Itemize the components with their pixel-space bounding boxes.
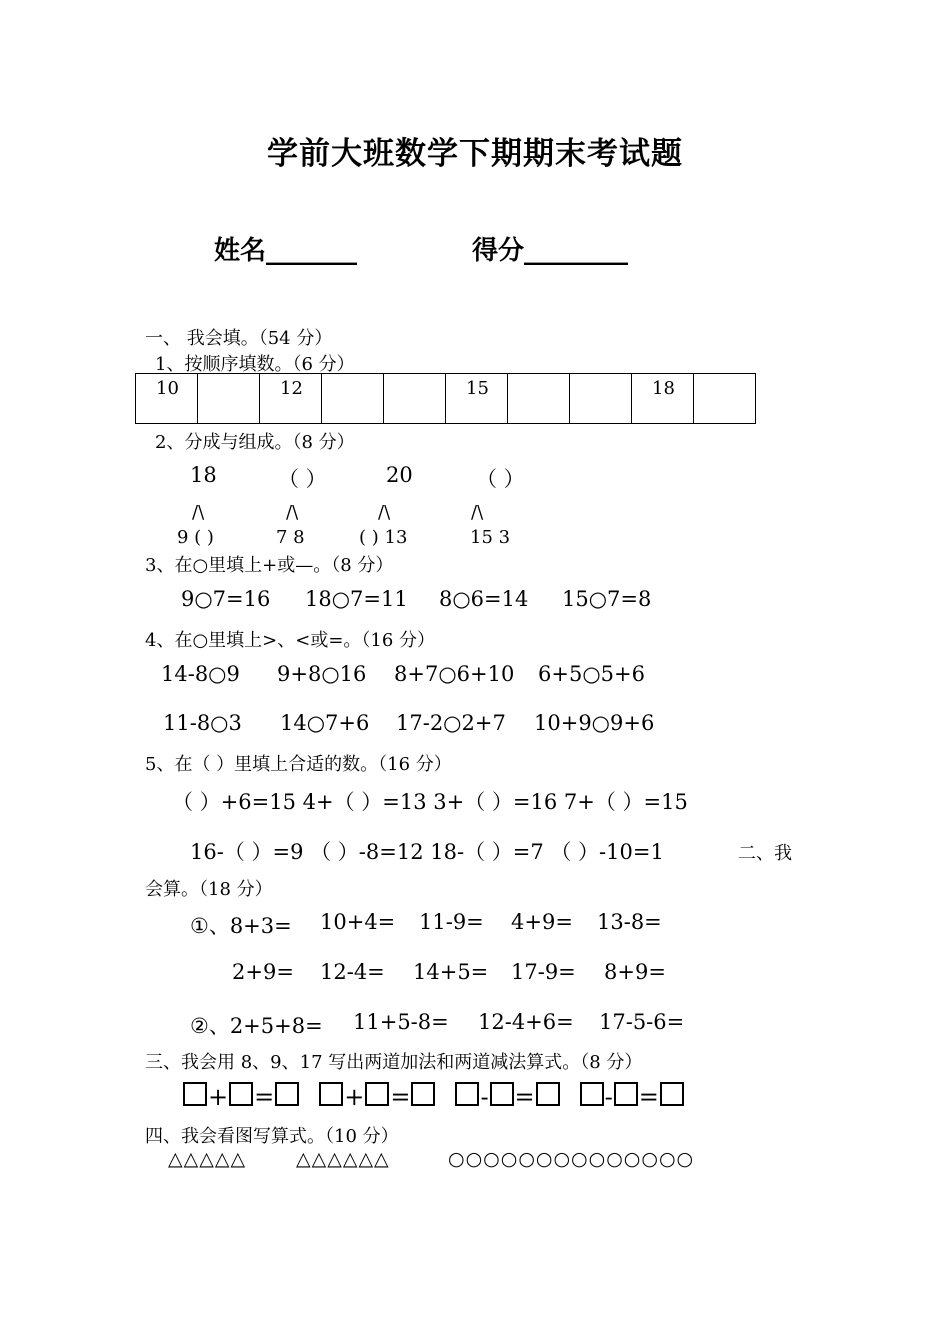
calc-item[interactable]: 2+9=: [232, 960, 294, 984]
decompose-top: 20: [386, 463, 413, 487]
calc-item[interactable]: 10+4=: [320, 910, 396, 934]
q3-heading: 3、在○里填上+或—。（8 分）: [145, 555, 394, 576]
branch-mark: /\: [471, 502, 484, 523]
branch-mark: /\: [192, 502, 205, 523]
answer-box[interactable]: [660, 1082, 684, 1106]
equation-boxes: [183, 1082, 684, 1111]
q4-item[interactable]: 11-8○3: [163, 711, 242, 735]
decompose-top[interactable]: （ ）: [278, 467, 327, 491]
sequence-cell[interactable]: 18: [632, 374, 694, 424]
q1-heading: 1、按顺序填数。（6 分）: [155, 354, 355, 375]
q4-item[interactable]: 14-8○9: [161, 662, 240, 686]
part1-heading: 一、 我会填。（54 分）: [145, 328, 333, 349]
calc-item[interactable]: 17-9=: [511, 960, 576, 984]
q3-item[interactable]: 18○7=11: [305, 587, 408, 611]
calc-item[interactable]: 17-5-6=: [599, 1010, 685, 1034]
answer-box[interactable]: [580, 1082, 604, 1106]
answer-box[interactable]: [536, 1082, 560, 1106]
q5-heading: 5、在（ ）里填上合适的数。（16 分）: [145, 754, 452, 775]
answer-box[interactable]: [490, 1082, 514, 1106]
sequence-cell[interactable]: [198, 374, 260, 424]
calc-item[interactable]: ①、8+3=: [190, 914, 292, 938]
q4-item[interactable]: 9+8○16: [277, 662, 367, 686]
branch-mark: /\: [378, 502, 391, 523]
q4-heading: 4、在○里填上>、<或=。（16 分）: [145, 630, 436, 651]
calc-item[interactable]: 4+9=: [511, 910, 573, 934]
minus-sign: -: [604, 1083, 613, 1111]
exam-title: 学前大班数学下期期末考试题: [267, 136, 683, 172]
answer-box[interactable]: [275, 1082, 299, 1106]
part3-heading: 三、我会用 8、9、17 写出两道加法和两道减法算式。（8 分）: [145, 1052, 643, 1073]
decompose-top[interactable]: （ ）: [476, 467, 525, 491]
decompose-bottom: 7 8: [276, 527, 305, 548]
equals-sign: =: [638, 1083, 659, 1111]
calc-item[interactable]: 12-4+6=: [478, 1010, 574, 1034]
calc-item[interactable]: 11+5-8=: [353, 1010, 449, 1034]
q4-item[interactable]: 17-2○2+7: [396, 711, 506, 735]
equals-sign: =: [390, 1083, 411, 1111]
q4-item[interactable]: 6+5○5+6: [538, 662, 645, 686]
answer-box[interactable]: [455, 1082, 479, 1106]
calc-item[interactable]: 11-9=: [419, 910, 484, 934]
name-field[interactable]: 姓名_______: [214, 236, 358, 266]
plus-sign: +: [344, 1083, 365, 1111]
q3-item[interactable]: 8○6=14: [439, 587, 529, 611]
q5-row[interactable]: （ ）+6=15 4+（ ）=13 3+（ ）=16 7+（ ）=15: [172, 790, 688, 814]
minus-sign: -: [480, 1083, 489, 1111]
branch-mark: /\: [286, 502, 299, 523]
triangle-group: △△△△△: [168, 1148, 247, 1170]
sequence-cell[interactable]: 15: [446, 374, 508, 424]
answer-box[interactable]: [183, 1082, 207, 1106]
part2-heading: 二、我: [738, 843, 792, 864]
q4-item[interactable]: 8+7○6+10: [394, 662, 515, 686]
sequence-cell[interactable]: [570, 374, 632, 424]
q5-row[interactable]: 16-（ ）=9 （ ）-8=12 18-（ ）=7 （ ）-10=1: [190, 840, 664, 864]
score-field[interactable]: 得分________: [472, 236, 629, 266]
circle-group: ○○○○○○○○○○○○○○: [448, 1148, 695, 1170]
answer-box[interactable]: [365, 1082, 389, 1106]
decompose-bottom[interactable]: 9 ( ): [177, 527, 214, 548]
part4-heading: 四、我会看图写算式。（10 分）: [145, 1126, 399, 1147]
answer-box[interactable]: [614, 1082, 638, 1106]
calc-item[interactable]: ②、2+5+8=: [190, 1014, 323, 1038]
plus-sign: +: [208, 1083, 229, 1111]
sequence-cell[interactable]: 12: [260, 374, 322, 424]
decompose-bottom: 15 3: [470, 527, 511, 548]
q2-heading: 2、分成与组成。（8 分）: [155, 432, 355, 453]
decompose-top: 18: [190, 463, 217, 487]
answer-box[interactable]: [411, 1082, 435, 1106]
q4-item[interactable]: 14○7+6: [280, 711, 370, 735]
calc-item[interactable]: 14+5=: [413, 960, 489, 984]
sequence-cell[interactable]: [694, 374, 756, 424]
calc-item[interactable]: 8+9=: [604, 960, 666, 984]
answer-box[interactable]: [319, 1082, 343, 1106]
sequence-cell[interactable]: 10: [136, 374, 198, 424]
equals-sign: =: [514, 1083, 535, 1111]
sequence-table: [135, 373, 756, 424]
q3-item[interactable]: 15○7=8: [562, 587, 652, 611]
q4-item[interactable]: 10+9○9+6: [534, 711, 655, 735]
calc-item[interactable]: 12-4=: [320, 960, 385, 984]
decompose-bottom[interactable]: ( ) 13: [359, 527, 408, 548]
calc-item[interactable]: 13-8=: [597, 910, 662, 934]
q3-item[interactable]: 9○7=16: [181, 587, 271, 611]
sequence-cell[interactable]: [508, 374, 570, 424]
sequence-cell[interactable]: [322, 374, 384, 424]
answer-box[interactable]: [229, 1082, 253, 1106]
equals-sign: =: [254, 1083, 275, 1111]
triangle-group: △△△△△△: [296, 1148, 390, 1170]
sequence-cell[interactable]: [384, 374, 446, 424]
part2-heading-cont: 会算。（18 分）: [145, 879, 273, 900]
